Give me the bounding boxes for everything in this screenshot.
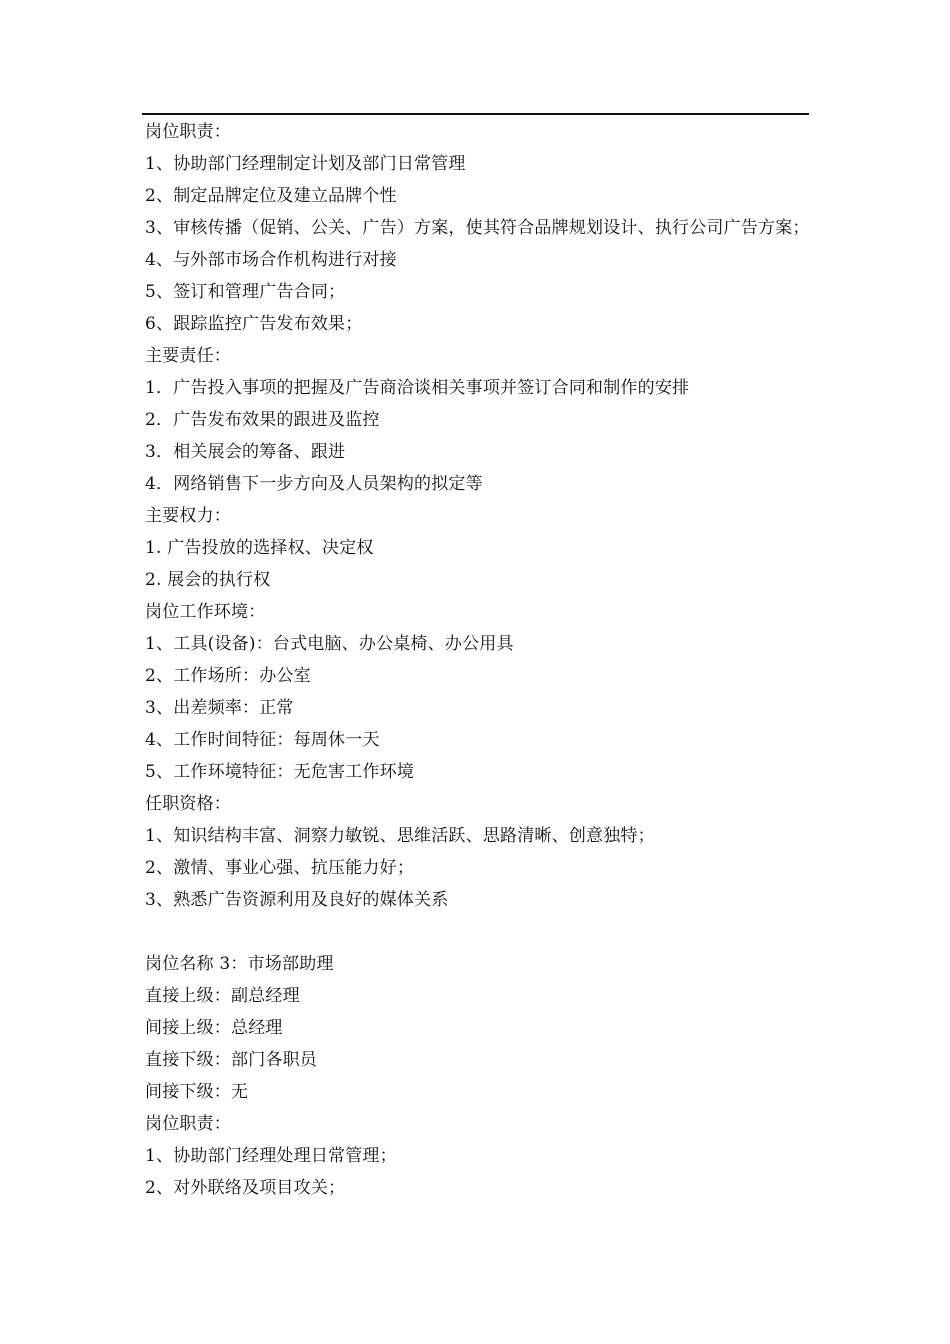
- list-item: 1．广告投入事项的把握及广告商洽谈相关事项并签订合同和制作的安排: [145, 378, 690, 398]
- list-item: 2. 展会的执行权: [145, 570, 271, 590]
- document-body: [145, 116, 905, 1204]
- list-item: 2、对外联络及项目攻关；: [145, 1178, 346, 1198]
- list-item: 4．网络销售下一步方向及人员架构的拟定等: [145, 474, 483, 494]
- indirect-subordinates: 间接下级：无: [145, 1082, 249, 1102]
- position-title: 岗位名称 3：市场部助理: [145, 954, 334, 974]
- list-item: 2、工作场所：办公室: [145, 666, 311, 686]
- list-item: 1、协助部门经理制定计划及部门日常管理: [145, 154, 466, 174]
- list-item: 1. 广告投放的选择权、决定权: [145, 538, 374, 558]
- indirect-superior: 间接上级：总经理: [145, 1018, 283, 1038]
- section-heading-work-environment: 岗位工作环境：: [145, 602, 266, 622]
- list-item: 3、熟悉广告资源利用及良好的媒体关系: [145, 890, 449, 910]
- direct-subordinates: 直接下级：部门各职员: [145, 1050, 317, 1070]
- section-heading-authority: 主要权力：: [145, 506, 231, 526]
- list-item: 3、审核传播（促销、公关、广告）方案，使其符合品牌规划设计、执行公司广告方案；: [145, 218, 810, 238]
- header-rule: [142, 113, 809, 115]
- section-heading-duties: 岗位职责：: [145, 122, 231, 142]
- blank-line: [145, 916, 905, 948]
- list-item: 5、工作环境特征：无危害工作环境: [145, 762, 415, 782]
- list-item: 1、协助部门经理处理日常管理；: [145, 1146, 397, 1166]
- list-item: 1、知识结构丰富、洞察力敏锐、思维活跃、思路清晰、创意独特；: [145, 826, 655, 846]
- section-heading-qualifications: 任职资格：: [145, 794, 231, 814]
- list-item: 2、激情、事业心强、抗压能力好；: [145, 858, 415, 878]
- list-item: 1、工具(设备)：台式电脑、办公桌椅、办公用具: [145, 634, 514, 654]
- list-item: 2、制定品牌定位及建立品牌个性: [145, 186, 397, 206]
- list-item: 6、跟踪监控广告发布效果；: [145, 314, 363, 334]
- list-item: 5、签订和管理广告合同；: [145, 282, 346, 302]
- list-item: 4、与外部市场合作机构进行对接: [145, 250, 397, 270]
- section-heading-responsibilities: 主要责任：: [145, 346, 231, 366]
- section-heading-duties: 岗位职责：: [145, 1114, 231, 1134]
- list-item: 3．相关展会的筹备、跟进: [145, 442, 346, 462]
- list-item: 2．广告发布效果的跟进及监控: [145, 410, 380, 430]
- direct-superior: 直接上级：副总经理: [145, 986, 300, 1006]
- list-item: 3、出差频率：正常: [145, 698, 294, 718]
- list-item: 4、工作时间特征：每周休一天: [145, 730, 380, 750]
